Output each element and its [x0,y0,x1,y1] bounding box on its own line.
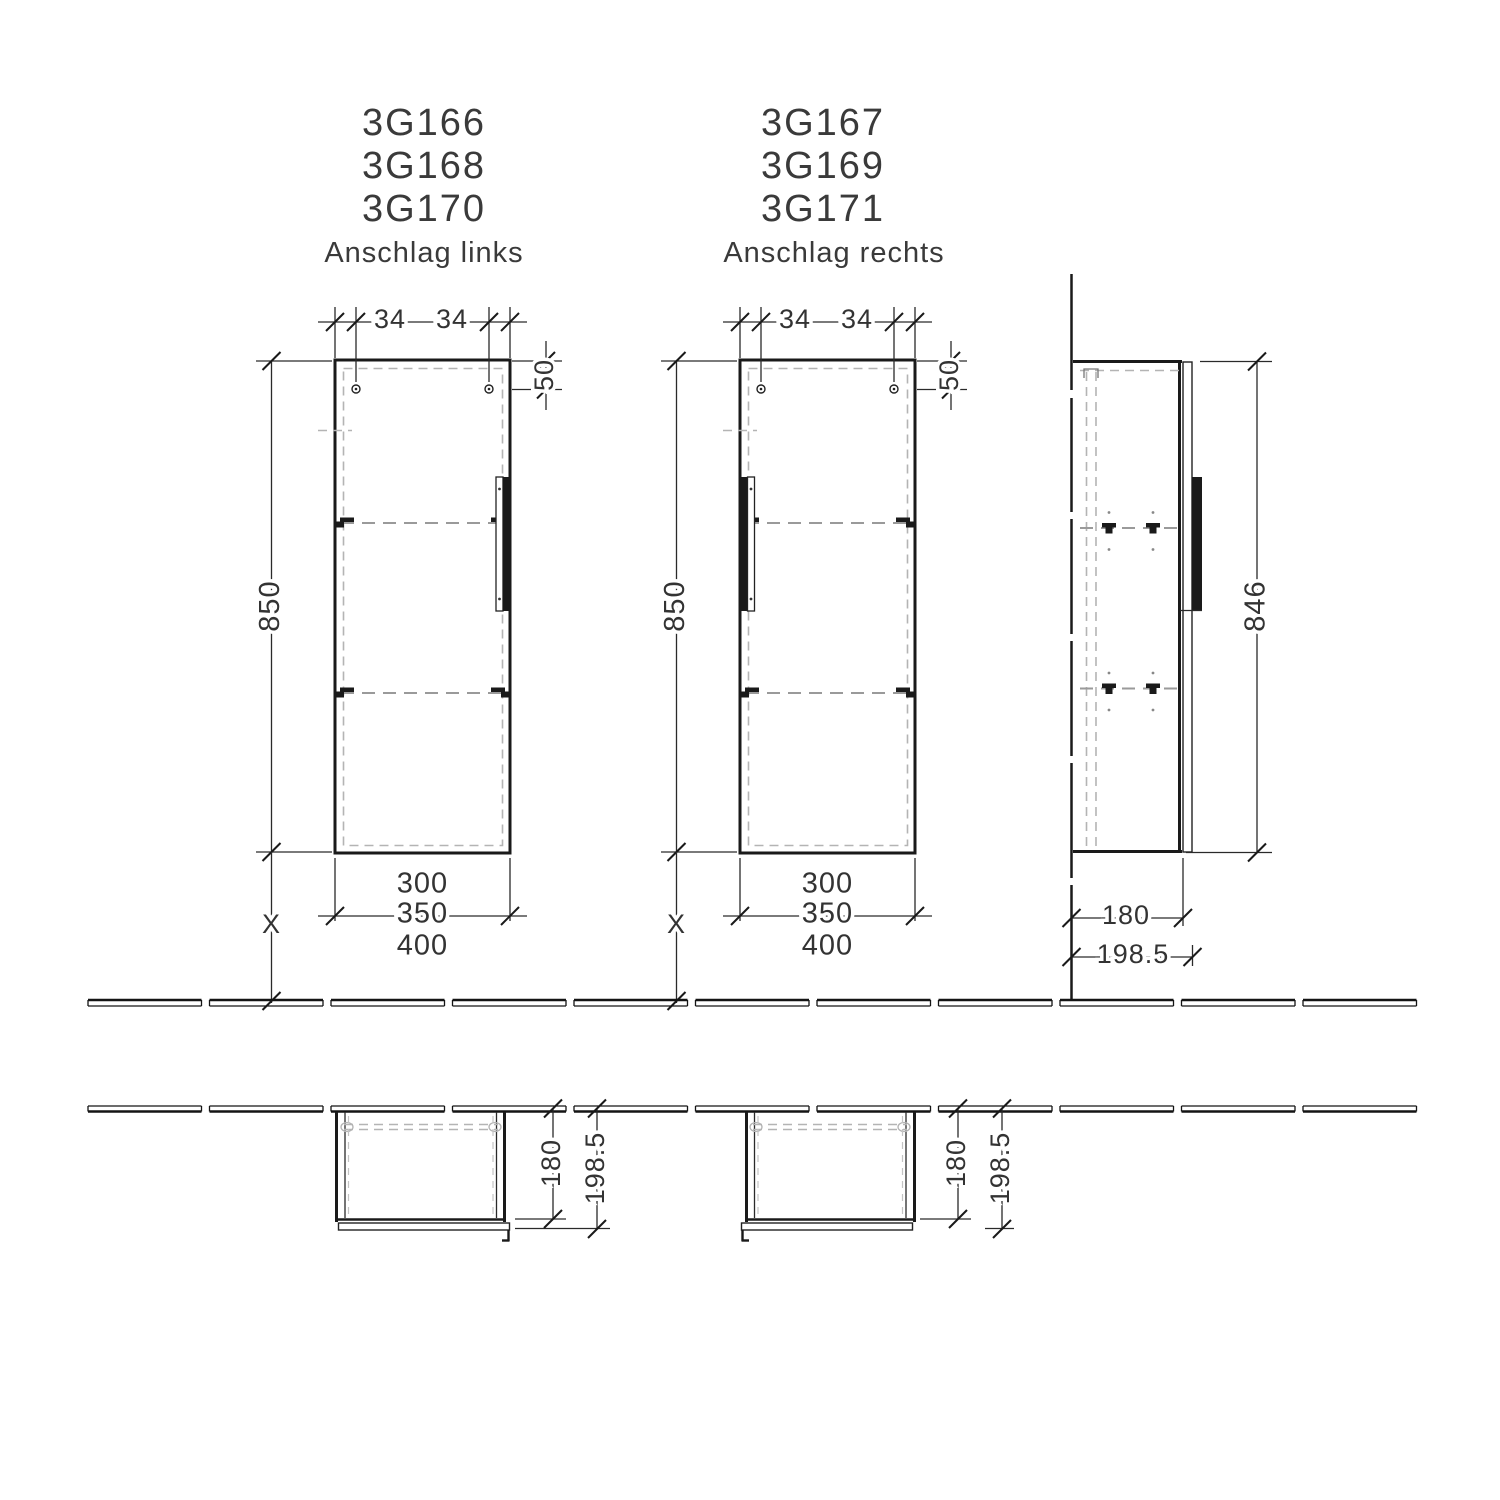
dim-180: 180 [1101,900,1151,931]
title-block-right [723,102,944,269]
dim-350: 350 [801,897,854,930]
dim-34: 34 [778,304,812,335]
dims-right-height [659,352,737,1010]
model-number: 3G166 [361,102,487,144]
floor-line [88,1000,1417,1006]
handle-plan [502,1230,510,1241]
wall-line-plan [88,1106,1417,1112]
model-number: 3G167 [760,102,886,144]
model-number: 3G169 [760,145,886,187]
dims-side-depth [1063,858,1202,969]
model-number: 3G170 [361,188,487,230]
dims-plan-right [920,1100,1015,1239]
dims-left-hole-top [512,341,562,410]
dim-180: 180 [536,1138,567,1188]
door-edge [1183,362,1192,852]
door-plan [742,1223,913,1230]
door-handle [740,477,755,611]
dim-400: 400 [801,929,854,962]
dim-850: 850 [659,580,692,632]
dim-34: 34 [435,304,469,335]
dim-x: X [261,909,282,940]
dim-850: 850 [254,580,287,632]
mounting-hole [890,385,898,393]
plan-view-hinge-right [742,1112,917,1241]
door-handle [496,477,511,611]
dim-198-5: 198.5 [1096,939,1170,970]
hinge-side-label: Anschlag rechts [723,237,945,269]
mounting-hole [352,385,360,393]
dim-50: 50 [529,358,560,392]
door-plan [339,1223,510,1230]
dim-350: 350 [396,897,449,930]
dim-50: 50 [934,358,965,392]
model-number: 3G168 [361,145,487,187]
dims-left-widths [318,858,527,962]
dim-34: 34 [373,304,407,335]
dim-34: 34 [840,304,874,335]
title-block-left [324,102,523,269]
mounting-hole [757,385,765,393]
hanging-rail-dashed [341,1116,501,1214]
handle-plan [742,1230,750,1241]
cabinet-body [740,360,915,853]
plan-view-hinge-left [335,1112,510,1241]
dim-300: 300 [801,867,854,900]
back-rail-dashed [1080,369,1181,848]
front-view-hinge-right [723,360,915,853]
dim-400: 400 [396,929,449,962]
dim-300: 300 [396,867,449,900]
model-number: 3G171 [760,188,886,230]
dims-left-height [254,352,332,1010]
dim-180: 180 [941,1138,972,1188]
dim-x: X [666,909,687,940]
cabinet-body [335,360,510,853]
dim-198-5: 198.5 [985,1131,1016,1205]
dim-846: 846 [1239,580,1272,632]
dims-plan-left [515,1100,610,1239]
front-view-hinge-left [318,360,511,853]
hanging-rail-dashed [750,1116,910,1214]
dims-right-widths [723,858,932,962]
hinge-side-label: Anschlag links [324,237,524,269]
shelf-fittings [1080,511,1178,711]
mounting-hole [485,385,493,393]
dims-right-hole-top [917,341,967,410]
dim-198-5: 198.5 [580,1131,611,1205]
